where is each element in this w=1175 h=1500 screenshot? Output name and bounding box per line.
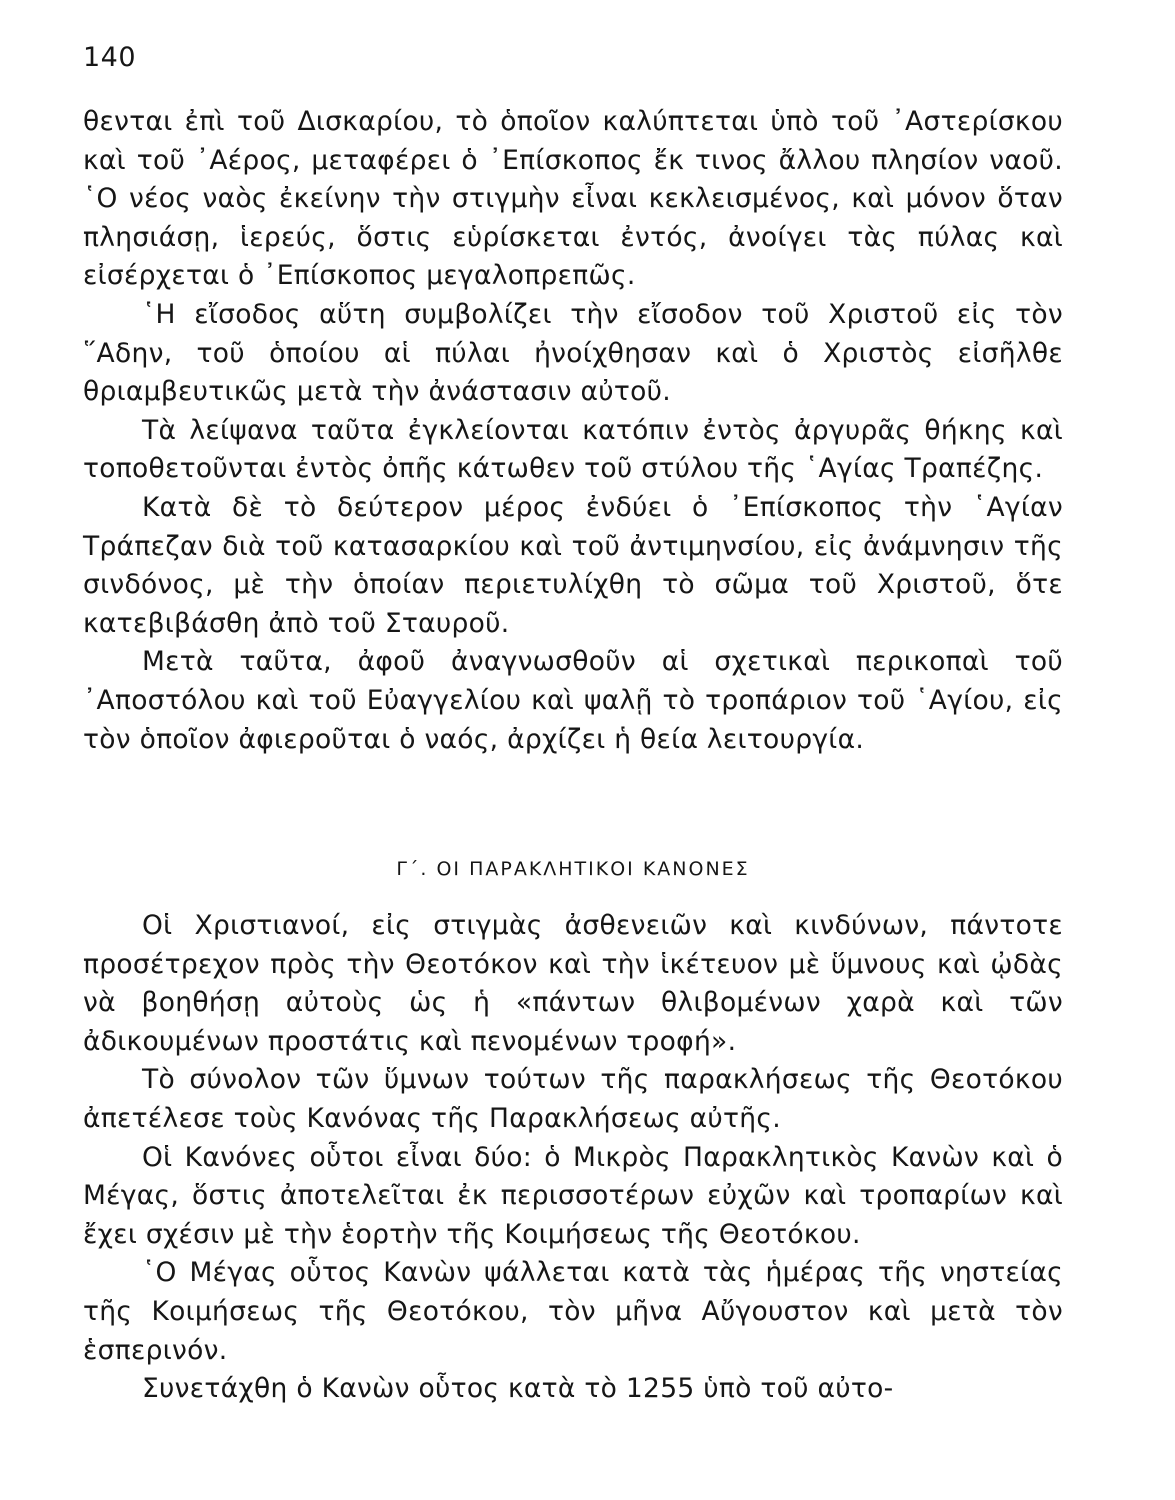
section-heading: Γ΄. ΟΙ ΠΑΡΑΚΛΗΤΙΚΟΙ ΚΑΝΟΝΕΣ [396,858,750,880]
text-block-top [83,103,1063,759]
paragraph: Κατὰ δὲ τὸ δεύτερον μέρος ἐνδύει ὁ ᾿Επίσκοπος τὴν ῾Αγίαν Τράπεζαν διὰ τοῦ κατασαρκίου καὶ τοῦ ἀντιμηνσίου, εἰς ἀνάμνησιν τῆς σινδόνος, μὲ τὴν ὁποίαν περιετυλίχθη τὸ σῶμα τοῦ Χριστοῦ, ὅτε κατεβιβάσθη ἀπὸ τοῦ Σταυροῦ. [83,491,1063,639]
paragraph: Τὸ σύνολον τῶν ὕμνων τούτων τῆς παρακλήσεως τῆς Θεοτόκου ἀπετέλεσε τοὺς Κανόνας τῆς Παρακλήσεως αὐτῆς. [83,1064,1063,1134]
page-number: 140 [83,42,137,73]
paragraph: ῾Η εἴσοδος αὕτη συμβολίζει τὴν εἴσοδον τοῦ Χριστοῦ εἰς τὸν ῞Αδην, τοῦ ὁποίου αἱ πύλαι ἠνοίχθησαν καὶ ὁ Χριστὸς εἰσῆλθε θριαμβευτικῶς μετὰ τὴν ἀνάστασιν αὐτοῦ. [83,298,1063,408]
paragraph: Οἱ Κανόνες οὗτοι εἶναι δύο: ὁ Μικρὸς Παρακλητικὸς Κανὼν καὶ ὁ Μέγας, ὅστις ἀποτελεῖται ἐκ περισσοτέρων εὐχῶν καὶ τροπαρίων καὶ ἔχει σχέσιν μὲ τὴν ἑορτὴν τῆς Κοιμήσεως τῆς Θεοτόκου. [83,1141,1063,1250]
text-block-bottom [83,907,1063,1409]
paragraph: Μετὰ ταῦτα, ἀφοῦ ἀναγνωσθοῦν αἱ σχετικαὶ περικοπαὶ τοῦ ᾿Αποστόλου καὶ τοῦ Εὐαγγελίου καὶ ψαλῇ τὸ τροπάριον τοῦ ῾Αγίου, εἰς τὸν ὁποῖον ἀφιεροῦται ὁ ναός, ἀρχίζει ἡ θεία λειτουργία. [83,646,1063,755]
paragraph: ῾Ο Μέγας οὗτος Κανὼν ψάλλεται κατὰ τὰς ἡμέρας τῆς νηστείας τῆς Κοιμήσεως τῆς Θεοτόκου, τὸν μῆνα Αὔγουστον καὶ μετὰ τὸν ἑσπερινόν. [83,1257,1063,1366]
paragraph: Οἱ Χριστιανοί, εἰς στιγμὰς ἀσθενειῶν καὶ κινδύνων, πάντοτε προσέτρεχον πρὸς τὴν Θεοτόκον καὶ τὴν ἱκέτευον μὲ ὕμνους καὶ ᾠδὰς νὰ βοηθήσῃ αὐτοὺς ὡς ἡ «πάντων θλιβομένων χαρὰ καὶ τῶν ἀδικουμένων προστάτις καὶ πενομένων τροφή». [83,910,1063,1057]
paragraph: θενται ἐπὶ τοῦ Δισκαρίου, τὸ ὁποῖον καλύπτεται ὑπὸ τοῦ ᾿Αστερίσκου καὶ τοῦ ᾿Αέρος, μεταφέρει ὁ ᾿Επίσκοπος ἔκ τινος ἄλλου πλησίον ναοῦ. ῾Ο νέος ναὸς ἐκείνην τὴν στιγμὴν εἶναι κεκλεισμένος, καὶ μόνον ὅταν πλησιάσῃ, ἱερεύς, ὅστις εὑρίσκεται ἐντός, ἀνοίγει τὰς πύλας καὶ εἰσέρχεται ὁ ᾿Επίσκοπος μεγαλοπρεπῶς. [83,106,1063,292]
paragraph: Τὰ λείψανα ταῦτα ἐγκλείονται κατόπιν ἐντὸς ἀργυρᾶς θήκης καὶ τοποθετοῦνται ἐντὸς ὀπῆς κάτωθεν τοῦ στύλου τῆς ῾Αγίας Τραπέζης. [83,414,1063,485]
paragraph: Συνετάχθη ὁ Κανὼν οὗτος κατὰ τὸ 1255 ὑπὸ τοῦ αὐτο- [142,1373,894,1405]
